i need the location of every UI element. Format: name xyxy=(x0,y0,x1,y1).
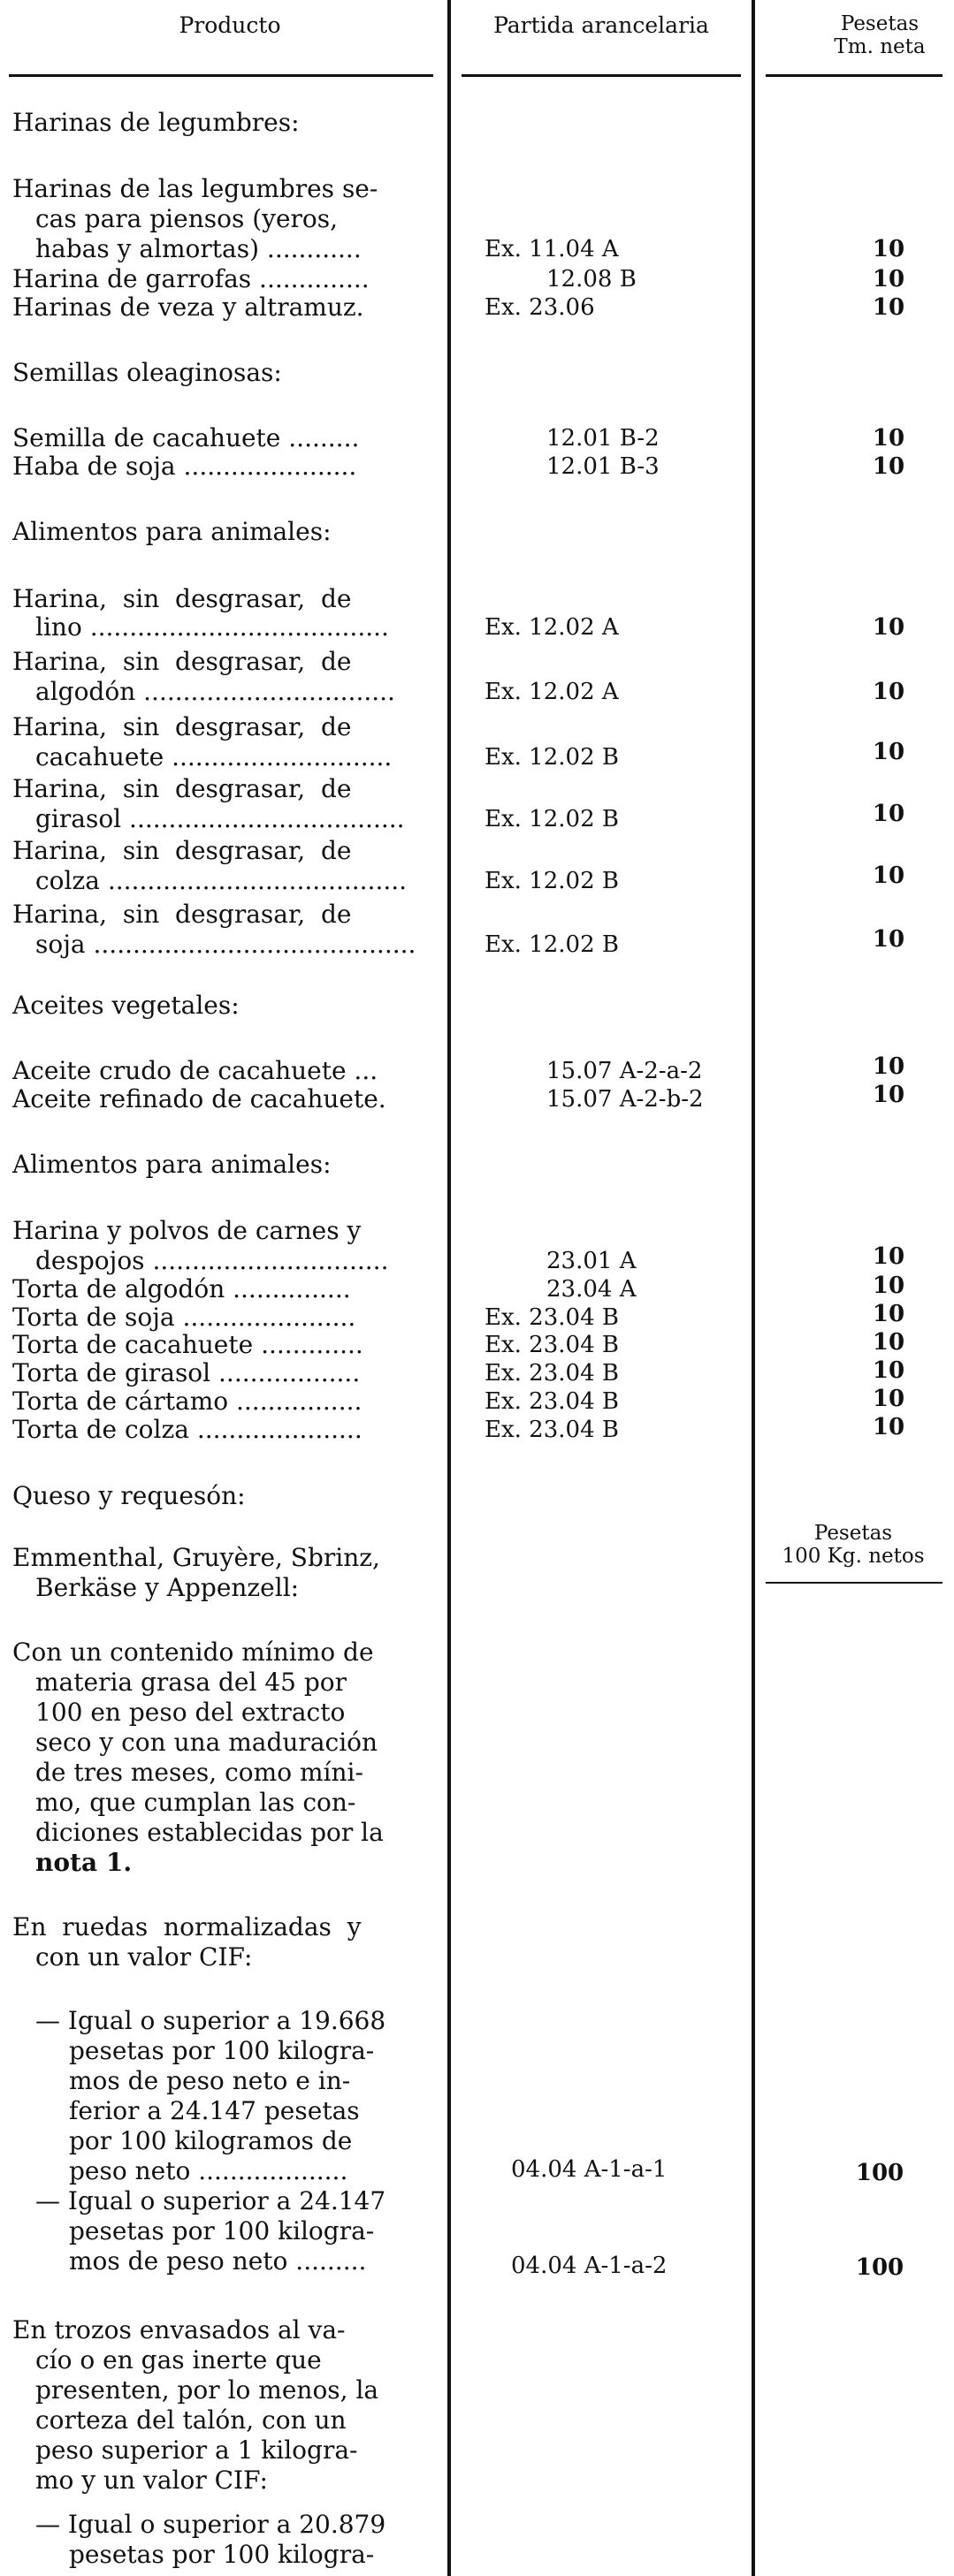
price-value: 10 xyxy=(872,1053,905,1080)
product-line: habas y almortas) ............ xyxy=(35,234,362,263)
price-value: 10 xyxy=(872,926,905,953)
product-line: Emmenthal, Gruyère, Sbrinz, xyxy=(12,1543,380,1572)
price-value: 10 xyxy=(872,801,905,827)
unit-header-rule xyxy=(766,1582,943,1584)
product-line: cas para piensos (yeros, xyxy=(35,204,339,233)
tariff-code: Ex. 12.02 A xyxy=(485,679,619,705)
product-line: pesetas por 100 kilogra- xyxy=(69,2216,375,2245)
divider-producto-partida xyxy=(447,0,451,2576)
price-value: 10 xyxy=(872,679,905,705)
price-value: 10 xyxy=(872,425,905,452)
product-line: corteza del talón, con un xyxy=(35,2405,347,2435)
price-value: 10 xyxy=(872,1082,905,1108)
product-line: Aceite crudo de cacahuete ... xyxy=(12,1056,378,1085)
tariff-code: 15.07 A-2-a-2 xyxy=(546,1058,703,1084)
product-line: girasol ................................... xyxy=(35,804,405,833)
product-line: mos de peso neto ......... xyxy=(69,2246,367,2276)
price-value: 10 xyxy=(872,1243,905,1270)
header-rule-partida xyxy=(462,74,741,77)
tariff-code: Ex. 23.04 B xyxy=(485,1417,619,1443)
tariff-code: Ex. 12.02 B xyxy=(485,806,619,832)
tariff-code: Ex. 23.06 xyxy=(485,294,595,321)
divider-partida-pesetas xyxy=(752,0,755,2576)
product-line: 100 en peso del extracto xyxy=(35,1698,346,1727)
tariff-code: 04.04 A-1-a-1 xyxy=(511,2156,668,2183)
product-line: Torta de girasol .................. xyxy=(12,1358,361,1387)
product-line: Harina, sin desgrasar, de xyxy=(12,836,352,865)
product-line: Harina y polvos de carnes y xyxy=(12,1216,362,1245)
product-line: nota 1. xyxy=(35,1848,133,1877)
product-line: algodón ................................ xyxy=(35,677,395,706)
tariff-code: Ex. 12.02 B xyxy=(485,744,619,771)
unit-header-kg: 100 Kg. netos xyxy=(782,1545,925,1568)
product-line: Berkäse y Appenzell: xyxy=(35,1573,300,1602)
price-value: 10 xyxy=(872,266,905,293)
product-line: Torta de cártamo ................ xyxy=(12,1387,363,1416)
product-line: — Igual o superior a 20.879 xyxy=(35,2510,386,2539)
product-line: Torta de colza ..................... xyxy=(12,1415,363,1444)
price-value: 10 xyxy=(872,739,905,765)
price-value: 10 xyxy=(872,1301,905,1327)
tariff-code: Ex. 12.02 B xyxy=(485,868,619,894)
product-line: materia grasa del 45 por xyxy=(35,1668,347,1697)
tariff-code: 04.04 A-1-a-2 xyxy=(511,2253,668,2279)
product-line: Harina, sin desgrasar, de xyxy=(12,900,352,929)
product-line: soja ......................................... xyxy=(35,930,416,959)
product-line: por 100 kilogramos de xyxy=(69,2126,353,2155)
unit-header-pesetas: Pesetas xyxy=(813,1522,893,1545)
tariff-code: Ex. 23.04 B xyxy=(485,1388,619,1415)
product-line: Harina, sin desgrasar, de xyxy=(12,584,352,613)
tariff-code: Ex. 23.04 B xyxy=(485,1332,619,1358)
product-line: En trozos envasados al va- xyxy=(12,2315,346,2344)
product-line: Harinas de veza y altramuz. xyxy=(12,293,364,322)
header-rule-pesetas xyxy=(766,74,943,77)
price-value: 10 xyxy=(872,1386,905,1412)
product-line: con un valor CIF: xyxy=(35,1942,253,1972)
product-line: cío o en gas inerte que xyxy=(35,2345,322,2375)
product-line: Semilla de cacahuete ......... xyxy=(12,423,360,452)
product-line: Harina, sin desgrasar, de xyxy=(12,712,352,741)
product-line: Aceite refinado de cacahuete. xyxy=(12,1084,386,1113)
pesetas-label: Pesetas xyxy=(840,12,920,35)
tariff-code: 12.01 B-2 xyxy=(546,425,660,452)
product-line: Con un contenido mínimo de xyxy=(12,1638,374,1667)
product-line: peso superior a 1 kilogra- xyxy=(35,2435,358,2465)
product-line: pesetas por 100 kilogra- xyxy=(69,2540,375,2569)
tariff-code: Ex. 12.02 A xyxy=(485,614,619,641)
tariff-code: 23.04 A xyxy=(546,1276,637,1303)
product-line: ferior a 24.147 pesetas xyxy=(69,2096,360,2125)
price-value: 10 xyxy=(872,1273,905,1299)
column-header-pesetas xyxy=(813,12,946,58)
product-line: mo y un valor CIF: xyxy=(35,2466,268,2495)
product-line: Harinas de las legumbres se- xyxy=(12,174,378,203)
column-header-producto: Producto xyxy=(179,12,281,38)
price-value: 10 xyxy=(872,236,905,262)
section-heading: Alimentos para animales: xyxy=(12,517,332,546)
product-line: pesetas por 100 kilogra- xyxy=(69,2036,375,2065)
tariff-code: 15.07 A-2-b-2 xyxy=(546,1086,704,1113)
tariff-code: Ex. 12.02 B xyxy=(485,931,619,958)
product-line: — Igual o superior a 24.147 xyxy=(35,2186,386,2215)
price-value: 10 xyxy=(872,1329,905,1356)
product-line: diciones establecidas por la xyxy=(35,1818,384,1847)
product-line: Torta de soja ...................... xyxy=(12,1303,356,1332)
product-line: Haba de soja ...................... xyxy=(12,452,357,481)
price-value: 100 xyxy=(855,2254,904,2281)
section-heading: Queso y requesón: xyxy=(12,1481,246,1510)
product-line: lino ...................................... xyxy=(35,612,389,642)
section-heading: Aceites vegetales: xyxy=(12,991,240,1020)
product-line: Torta de algodón ............... xyxy=(12,1274,351,1303)
product-line: En ruedas normalizadas y xyxy=(12,1912,362,1941)
product-line: presenten, por lo menos, la xyxy=(35,2375,379,2405)
product-line: peso neto ................... xyxy=(69,2156,348,2185)
product-line: mos de peso neto e in- xyxy=(69,2066,351,2095)
tariff-code: 12.08 B xyxy=(546,266,637,293)
tariff-code: Ex. 11.04 A xyxy=(485,236,619,262)
price-value: 10 xyxy=(872,614,905,641)
tariff-code: 12.01 B-3 xyxy=(546,453,660,480)
price-value: 10 xyxy=(872,294,905,321)
product-line: seco y con una maduración xyxy=(35,1728,378,1757)
product-line: mo, que cumplan las con- xyxy=(35,1788,356,1817)
column-header-partida: Partida arancelaria xyxy=(493,12,709,38)
unit-label: Tm. neta xyxy=(834,35,926,58)
price-value: 10 xyxy=(872,1357,905,1384)
tariff-code: 23.01 A xyxy=(546,1248,637,1274)
product-line: — Igual o superior a 19.668 xyxy=(35,2006,386,2035)
section-heading: Harinas de legumbres: xyxy=(12,108,300,137)
tariff-code: Ex. 23.04 B xyxy=(485,1360,619,1387)
section-heading: Alimentos para animales: xyxy=(12,1150,332,1179)
product-line: Harina, sin desgrasar, de xyxy=(12,774,352,803)
product-line: Harina de garrofas .............. xyxy=(12,264,370,293)
product-line: colza ...................................... xyxy=(35,866,408,895)
product-line: de tres meses, como míni- xyxy=(35,1758,363,1787)
product-line: Harina, sin desgrasar, de xyxy=(12,647,352,676)
price-value: 10 xyxy=(872,862,905,889)
product-line: Torta de cacahuete ............. xyxy=(12,1330,363,1359)
price-value: 100 xyxy=(855,2160,904,2186)
tariff-code: Ex. 23.04 B xyxy=(485,1304,619,1331)
header-rule-producto xyxy=(9,74,433,77)
product-line: cacahuete ............................ xyxy=(35,742,393,771)
price-value: 10 xyxy=(872,453,905,480)
product-line: despojos .............................. xyxy=(35,1246,389,1275)
price-value: 10 xyxy=(872,1414,905,1440)
section-heading: Semillas oleaginosas: xyxy=(12,358,282,387)
